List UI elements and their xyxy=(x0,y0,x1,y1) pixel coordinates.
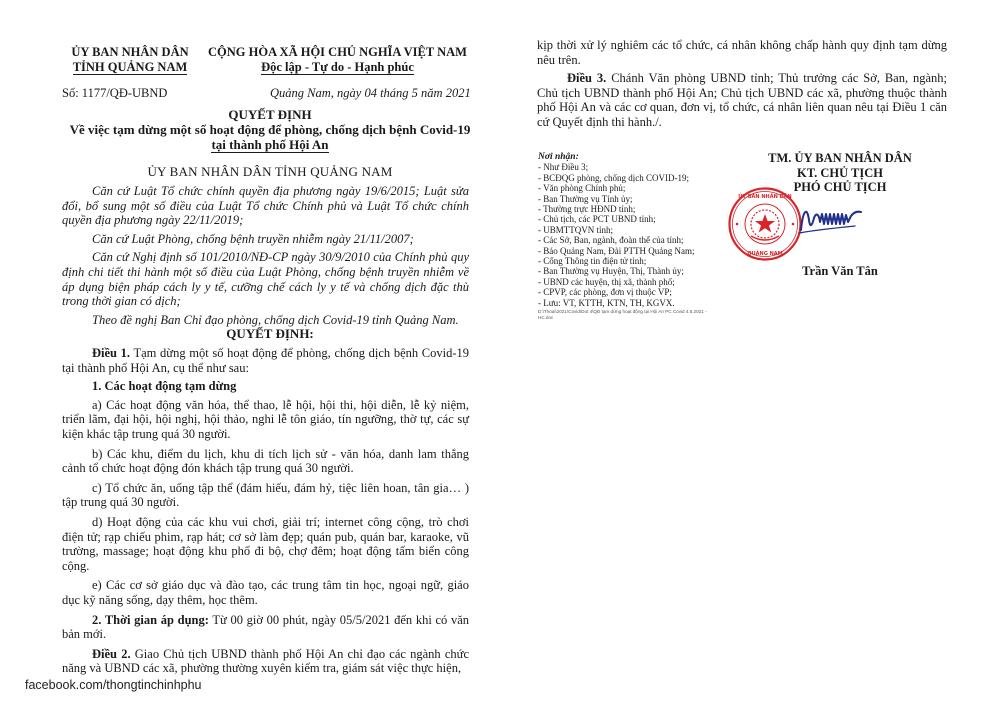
article-1-intro xyxy=(62,346,469,375)
recipient: - UBND các huyện, thị xã, thành phố; xyxy=(538,276,675,287)
org-name xyxy=(60,45,200,75)
svg-text:ỦY BAN NHÂN DÂN: ỦY BAN NHÂN DÂN xyxy=(738,194,792,200)
signer-name: Trần Văn Tân xyxy=(802,264,878,278)
official-seal xyxy=(727,186,803,262)
file-path: D:\Thoai\2021\Covid\Dot 4\QĐ tạm dừng hoạt động tại Hội An PC Covid 4.5.2021 - HC.doc xyxy=(538,309,707,320)
org-line-2: TỈNH QUẢNG NAM xyxy=(72,59,188,74)
item-c: c) Tổ chức ăn, uống tập thể (đám hiếu, đám hỷ, tiệc liên hoan, tân gia… ) tập trung quá 30 người. xyxy=(62,480,469,510)
doc-number: Số: 1177/QĐ-UBND xyxy=(62,86,168,100)
issuer: ỦY BAN NHÂN DÂN TỈNH QUẢNG NAM xyxy=(147,164,393,179)
article-2-label: Điều 2. xyxy=(92,646,131,661)
article-1-text: Tạm dừng một số hoạt động để phòng, chống dịch bệnh Covid-19 tại thành phố Hội An, cụ thể như sau: xyxy=(62,346,470,375)
org-line-1: ỦY BAN NHÂN DÂN xyxy=(71,45,189,59)
recipient: - UBMTTQVN tỉnh; xyxy=(538,224,613,235)
recipient: - CPVP, các phòng, đơn vị thuộc VP; xyxy=(538,287,672,298)
nation-name: CỘNG HÒA XÃ HỘI CHỦ NGHĨA VIỆT NAM xyxy=(208,45,467,59)
recipient: - Các Sở, Ban, ngành, đoàn thể của tỉnh; xyxy=(538,235,684,246)
motto: Độc lập - Tự do - Hạnh phúc xyxy=(261,59,414,74)
title-subject-1: Về việc tạm dừng một số hoạt động để phòng, chống dịch bệnh Covid-19 xyxy=(69,122,471,137)
article-3-text: Chánh Văn phòng UBND tỉnh; Thủ trưởng các Sở, Ban, ngành; Chủ tịch UBND thành phố Hội An; Chủ tịch UBND các xã, phường thuộc thành phố Hội An và các cơ quan, đơn vị, tổ chức, cá nhân liên quan nêu tại Điều 1 căn cứ Quyết định thi hành./. xyxy=(537,71,948,129)
svg-text:QUẢNG NAM: QUẢNG NAM xyxy=(747,251,783,257)
recipients xyxy=(538,152,738,320)
signature-line-2: KT. CHỦ TỊCH xyxy=(796,165,883,180)
place-date: Quảng Nam, ngày 04 tháng 5 năm 2021 xyxy=(270,86,471,100)
title-subject-2: tại thành phố Hội An xyxy=(211,137,329,152)
section-2-label: 2. Thời gian áp dụng: xyxy=(92,612,209,627)
basis-4: Theo đề nghị Ban Chỉ đạo phòng, chống dịch Covid-19 tỉnh Quảng Nam. xyxy=(92,312,459,327)
source-watermark: facebook.com/thongtinchinhphu xyxy=(25,678,202,692)
recipients-heading: Nơi nhận: xyxy=(538,152,579,162)
basis-3: Căn cứ Nghị định số 101/2010/NĐ-CP ngày 30/9/2010 của Chính phủ quy định chi tiết thi hành một số điều của Luật Phòng, chống bệnh truyền nhiễm về áp dụng biện pháp cách ly y tế, cưỡng chế cách ly y tế và chống dịch đặc thù trong thời gian có dịch; xyxy=(62,250,469,309)
item-a: a) Các hoạt động văn hóa, thể thao, lễ hội, hội thi, hội diễn, lễ kỷ niệm, triển lãm, đại hội, hội nghị, hội thảo, nghi lễ tôn giáo, tín ngưỡng, thờ tự, các sự kiện khác tập trung quá 30 người. xyxy=(62,397,469,441)
title-block xyxy=(40,107,500,153)
item-b: b) Các khu, điểm du lịch, khu di tích lịch sử - văn hóa, danh lam thắng cảnh tổ chức hoạt động đón khách tập trung quá 30 người. xyxy=(62,446,469,476)
recipient: - Báo Quảng Nam, Đài PTTH Quảng Nam; xyxy=(538,245,695,256)
signature-line-3: PHÓ CHỦ TỊCH xyxy=(793,180,887,195)
recipient: - Văn phòng Chính phủ; xyxy=(538,183,626,194)
section-1-heading: 1. Các hoạt động tạm dừng xyxy=(92,379,237,394)
section-2 xyxy=(62,613,469,642)
article-2-continued: kịp thời xử lý nghiêm các tổ chức, cá nhân không chấp hành quy định tạm dừng nêu trên. xyxy=(537,38,947,67)
recipient: - Ban Thường vụ Huyện, Thị, Thành ủy; xyxy=(538,266,684,277)
recipient: - Lưu: VT, KTTH, KTN, TH, KGVX. xyxy=(538,297,675,308)
recipient: - Chủ tịch, các PCT UBND tỉnh; xyxy=(538,214,656,225)
article-3-label: Điều 3. xyxy=(567,71,607,85)
article-2 xyxy=(62,647,469,676)
signature-line-1: TM. ỦY BAN NHÂN DÂN xyxy=(768,151,912,165)
basis-1: Căn cứ Luật Tổ chức chính quyền địa phương ngày 19/6/2015; Luật sửa đổi, bổ sung một số điều của Luật Tổ chức Chính phủ và Luật Tổ chức chính quyền địa phương ngày 22/11/2019; xyxy=(62,184,469,228)
item-d: d) Hoạt động của các khu vui chơi, giải trí; internet công cộng, trò chơi điện tử; rạp chiếu phim, rạp hát; cơ sở làm đẹp; quán pub, quán bar, karaoke, vũ trường, massage; hoạt động khu phố đi bộ, chợ đêm; hoạt động tấm biển công cộng. xyxy=(62,514,469,573)
title-label: QUYẾT ĐỊNH xyxy=(228,107,312,122)
recipient: - Thường trực HĐND tỉnh; xyxy=(538,204,636,215)
item-e: e) Các cơ sở giáo dục và đào tạo, các trung tâm tin học, ngoại ngữ, giáo dục kỹ năng sống, dạy thêm, học thêm. xyxy=(62,578,469,607)
article-1 xyxy=(62,346,469,676)
recipient: - Cổng Thông tin điện tử tỉnh; xyxy=(538,256,647,267)
legal-bases xyxy=(62,184,469,327)
section-2-text: Từ 00 giờ 00 phút, ngày 05/5/2021 đến khi có văn bản mới. xyxy=(62,612,469,642)
handwritten-signature xyxy=(795,200,865,240)
national-motto xyxy=(205,45,470,75)
basis-2: Căn cứ Luật Phòng, chống bệnh truyền nhiễm ngày 21/11/2007; xyxy=(92,231,414,246)
recipient: - Như Điều 3; xyxy=(538,162,589,173)
article-3-body xyxy=(537,71,947,129)
article-1-label: Điều 1. xyxy=(92,346,131,360)
article-2-text: Giao Chủ tịch UBND thành phố Hội An chỉ đạo các ngành chức năng và UBND các xã, phường thường xuyên kiểm tra, giám sát việc thực hiện, xyxy=(62,646,469,676)
article-3 xyxy=(537,71,947,129)
decision-heading: QUYẾT ĐỊNH: xyxy=(226,326,314,341)
recipient: - Ban Thường vụ Tỉnh ủy; xyxy=(538,193,633,204)
recipient: - BCĐQG phòng, chống dịch COVID-19; xyxy=(538,172,689,183)
